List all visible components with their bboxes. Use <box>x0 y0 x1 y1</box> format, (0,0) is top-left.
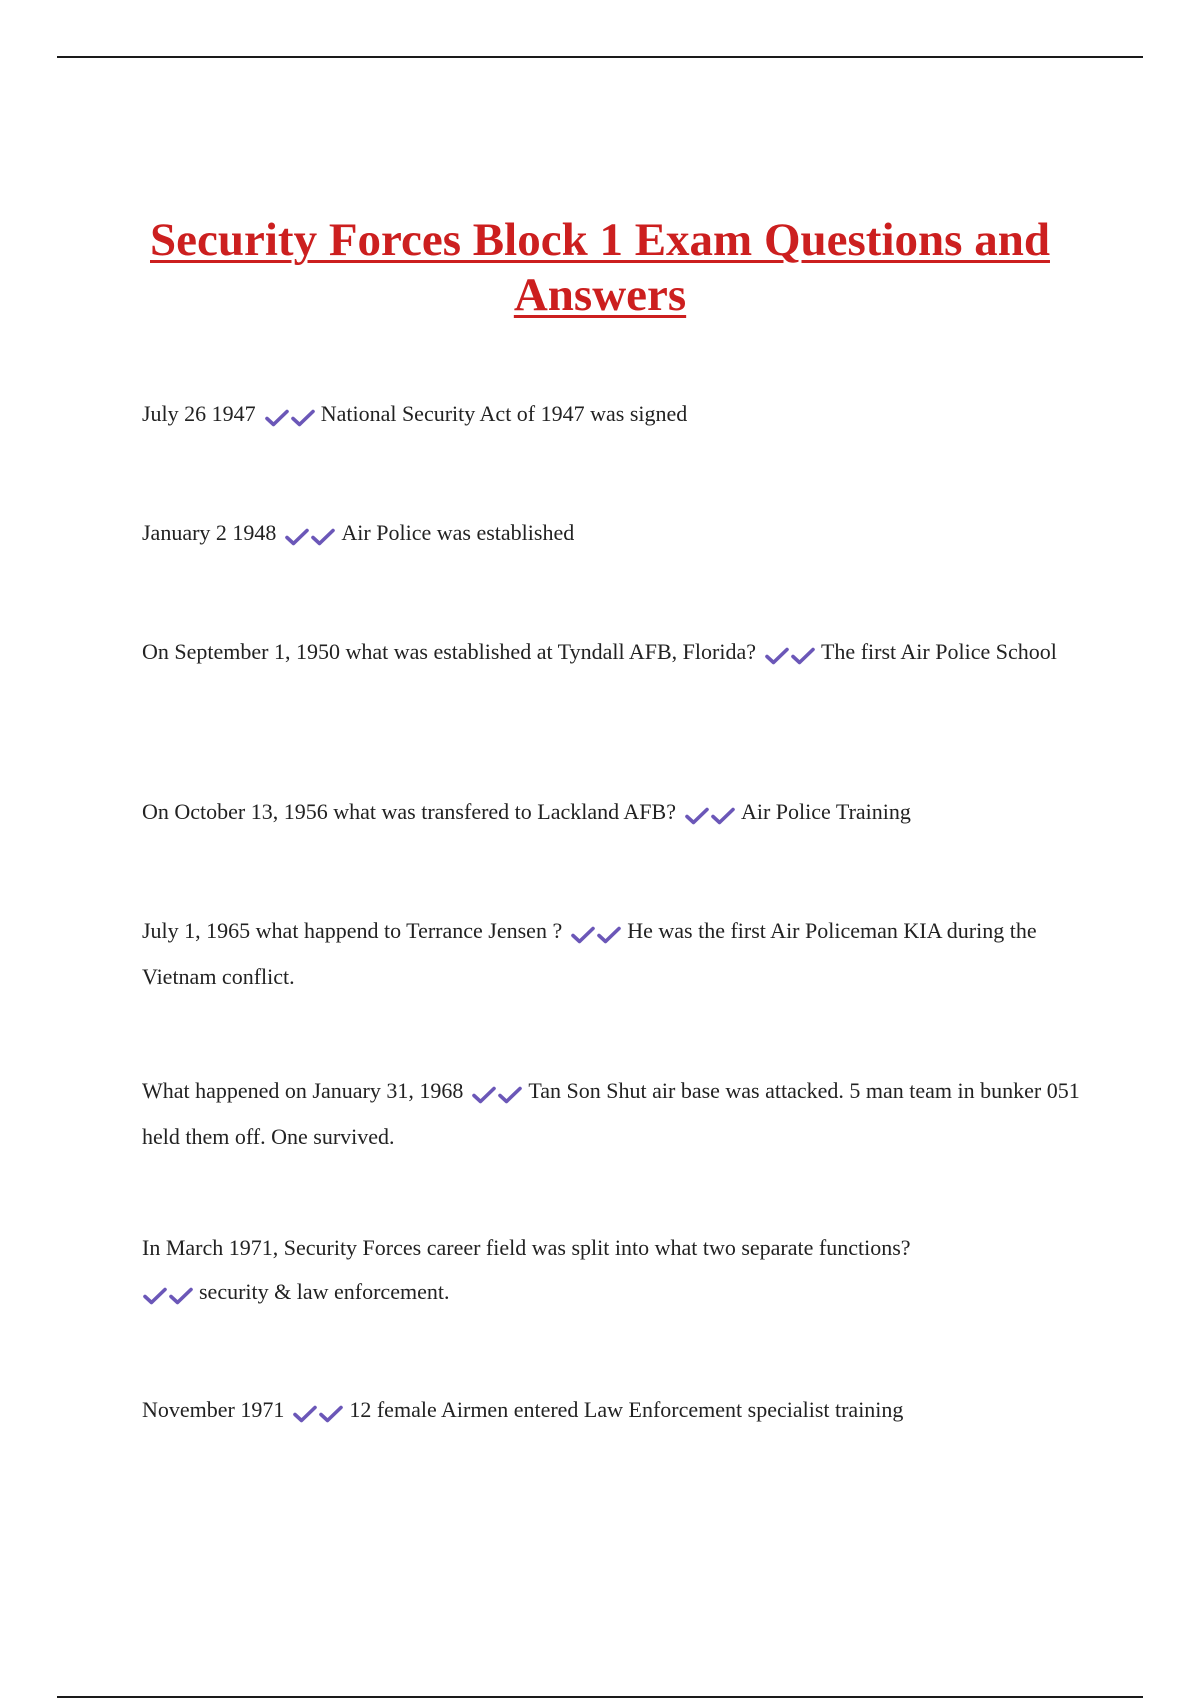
question-text: On October 13, 1956 what was transfered to Lackland AFB? <box>142 799 676 824</box>
double-check-icon <box>264 394 316 438</box>
header-rule <box>57 56 1143 58</box>
answer-text: Air Police Training <box>740 799 911 824</box>
answer-text: Air Police was established <box>341 520 575 545</box>
check-icon <box>471 1086 497 1104</box>
double-check-icon <box>142 1272 194 1316</box>
question-text: July 1, 1965 what happend to Terrance Jensen ? <box>142 918 563 943</box>
double-check-icon <box>284 513 336 557</box>
check-icon <box>318 1405 344 1423</box>
qa-item-8 <box>142 1388 1082 1434</box>
qa-item-6 <box>142 1069 1082 1159</box>
check-icon <box>264 409 290 427</box>
footer-rule <box>57 1696 1143 1698</box>
answer-text: security & law enforcement. <box>199 1279 450 1304</box>
question-text: November 1971 <box>142 1397 285 1422</box>
check-icon <box>790 647 816 665</box>
qa-item-5 <box>142 909 1082 999</box>
check-icon <box>497 1086 523 1104</box>
check-icon <box>710 807 736 825</box>
double-check-icon <box>764 632 816 676</box>
qa-item-2 <box>142 511 1082 557</box>
answer-text: The first Air Police School <box>820 639 1057 664</box>
question-text: January 2 1948 <box>142 520 277 545</box>
qa-item-1 <box>142 392 1082 438</box>
answer-text: He was the first Air Policeman KIA during the Vietnam conflict. <box>142 918 1037 989</box>
check-icon <box>142 1287 168 1305</box>
check-icon <box>290 409 316 427</box>
check-icon <box>596 926 622 944</box>
check-icon <box>292 1405 318 1423</box>
answer-text: Tan Son Shut air base was attacked. 5 man team in bunker 051 held them off. One survived. <box>142 1078 1080 1149</box>
answer-text: National Security Act of 1947 was signed <box>320 401 688 426</box>
question-text: July 26 1947 <box>142 401 256 426</box>
document-title: Security Forces Block 1 Exam Questions and Answers <box>150 214 1050 321</box>
qa-item-7 <box>142 1226 1082 1316</box>
question-text: In March 1971, Security Forces career field was split into what two separate functions? <box>142 1235 911 1260</box>
double-check-icon <box>570 911 622 955</box>
double-check-icon <box>684 792 736 836</box>
check-icon <box>764 647 790 665</box>
check-icon <box>684 807 710 825</box>
check-icon <box>570 926 596 944</box>
double-check-icon <box>471 1071 523 1115</box>
check-icon <box>168 1287 194 1305</box>
double-check-icon <box>292 1390 344 1434</box>
answer-text: 12 female Airmen entered Law Enforcement specialist training <box>349 1397 904 1422</box>
check-icon <box>310 528 336 546</box>
question-text: On September 1, 1950 what was established at Tyndall AFB, Florida? <box>142 639 756 664</box>
qa-item-4 <box>142 790 1082 836</box>
check-icon <box>284 528 310 546</box>
question-text: What happened on January 31, 1968 <box>142 1078 464 1103</box>
qa-item-3 <box>142 630 1082 676</box>
